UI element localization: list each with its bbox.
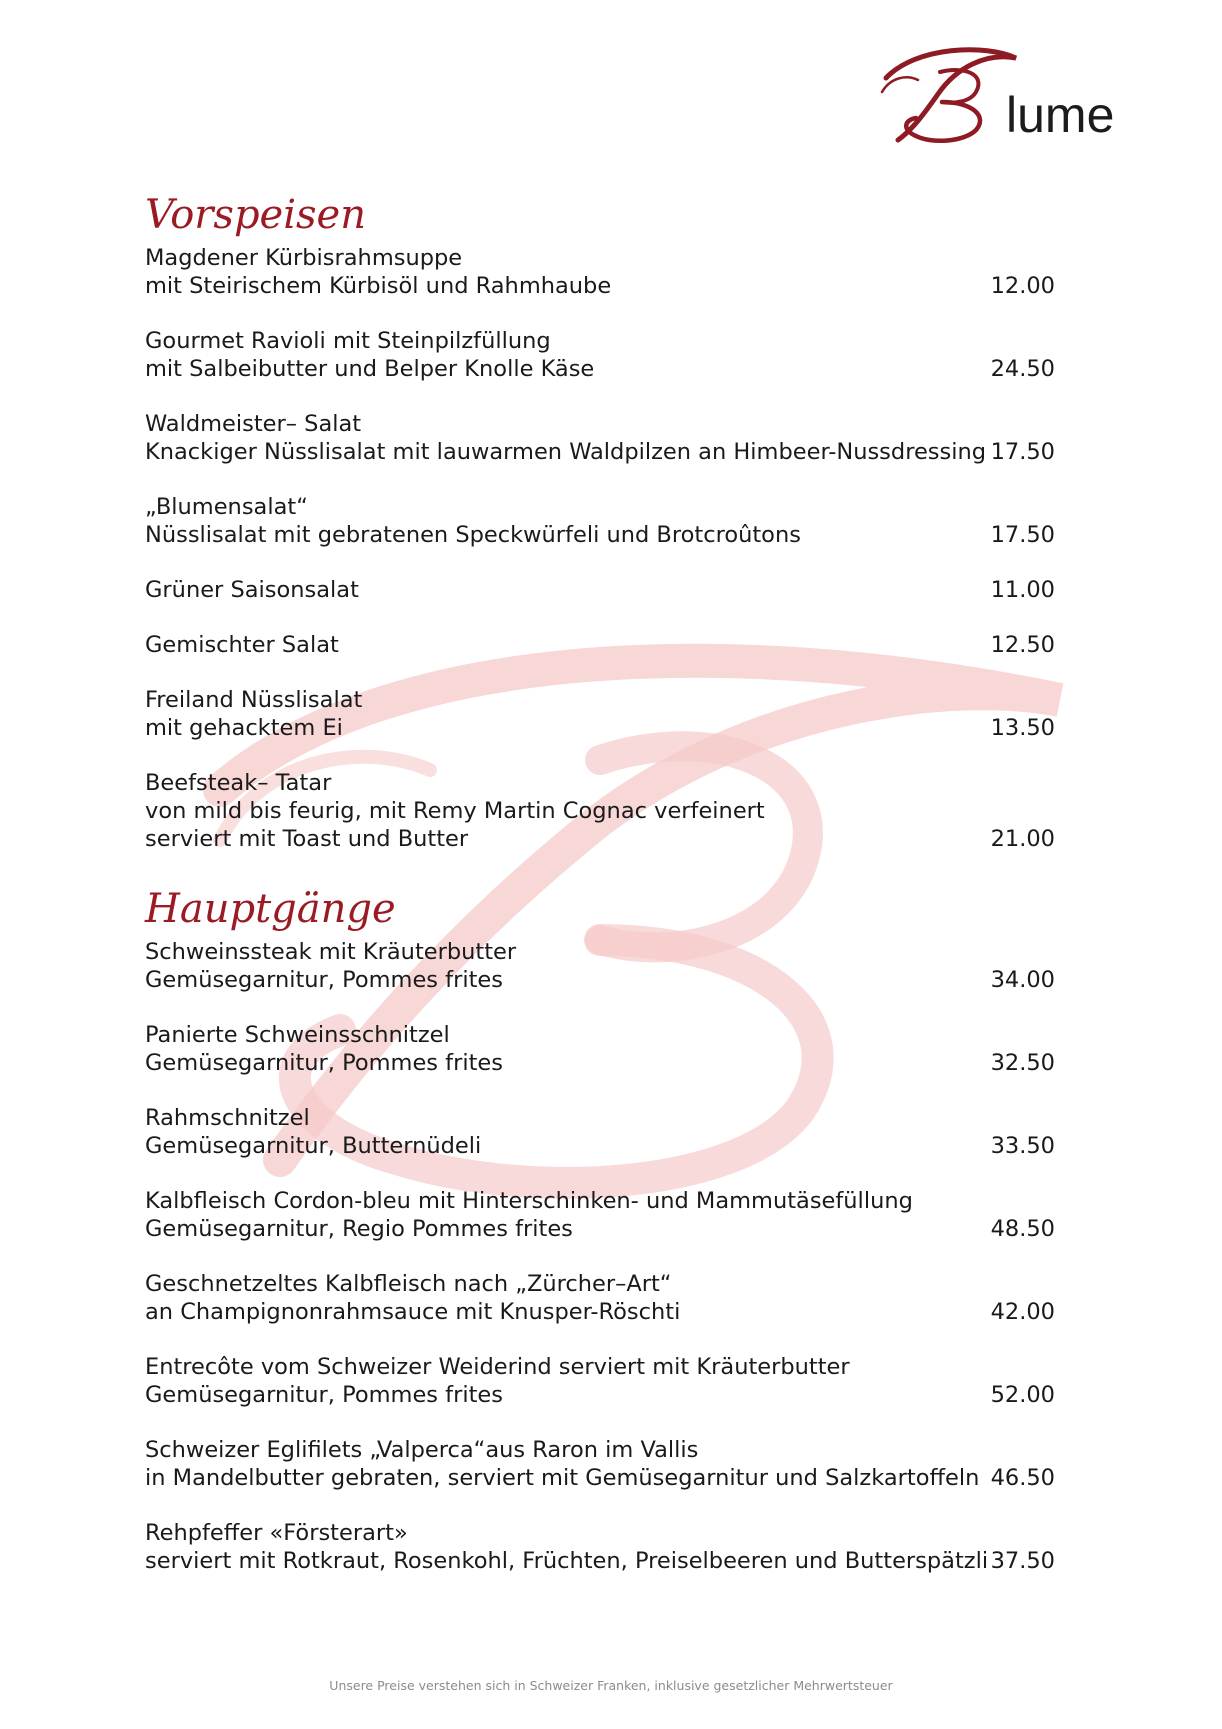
item-price: 34.00 [990,967,1055,993]
item-description: Gemüsegarnitur, Pommes frites [145,1382,503,1408]
item-name: Geschnetzeltes Kalbfleisch nach „Zürcher–Art“ [145,1271,672,1297]
item-name: Rehpfeffer «Försterart» [145,1520,408,1546]
item-description: Nüsslisalat mit gebratenen Speckwürfeli und Brotcroûtons [145,522,801,548]
item-name: Schweizer Eglifilets „Valperca“aus Raron im Vallis [145,1437,699,1463]
item-price: 37.50 [990,1548,1055,1574]
menu-item [145,1353,1055,1409]
item-name: Entrecôte vom Schweizer Weiderind serviert mit Kräuterbutter [145,1354,850,1380]
price-footnote: Unsere Preise verstehen sich in Schweizer Franken, inklusive gesetzlicher Mehrwertsteuer [329,1678,893,1693]
menu-item [145,686,1055,742]
menu-item [145,769,1055,853]
item-name: Freiland Nüsslisalat [145,687,363,713]
item-description: Knackiger Nüsslisalat mit lauwarmen Waldpilzen an Himbeer-Nussdressing [145,439,987,465]
menu-item [145,576,1055,604]
item-name: Rahmschnitzel [145,1105,310,1131]
item-description: an Champignonrahmsauce mit Knusper-Röschti [145,1299,681,1325]
item-price: 33.50 [990,1133,1055,1159]
item-price: 11.00 [990,577,1055,603]
menu-item [145,1104,1055,1160]
item-description: Gemüsegarnitur, Regio Pommes frites [145,1216,573,1242]
item-description: Gemüsegarnitur, Pommes frites [145,967,503,993]
item-name: Gemischter Salat [145,632,339,658]
item-description: mit Salbeibutter und Belper Knolle Käse [145,356,595,382]
item-description: Gemüsegarnitur, Pommes frites [145,1050,503,1076]
item-price: 17.50 [990,439,1055,465]
item-price: 21.00 [990,826,1055,852]
item-name: Magdener Kürbisrahmsuppe [145,245,463,271]
item-description: von mild bis feurig, mit Remy Martin Cognac verfeinert [145,798,765,824]
item-name: Kalbfleisch Cordon-bleu mit Hinterschinken- und Mammutäsefüllung [145,1188,913,1214]
item-price: 12.50 [990,632,1055,658]
item-price: 32.50 [990,1050,1055,1076]
item-description: in Mandelbutter gebraten, serviert mit Gemüsegarnitur und Salzkartoffeln [145,1465,980,1491]
menu-item [145,244,1055,300]
menu-item [145,938,1055,994]
menu-item [145,1187,1055,1243]
item-description: serviert mit Toast und Butter [145,826,469,852]
item-price: 17.50 [990,522,1055,548]
item-price: 42.00 [990,1299,1055,1325]
item-price: 12.00 [990,273,1055,299]
menu-content [145,186,1055,1602]
menu-item [145,1519,1055,1575]
item-description: Gemüsegarnitur, Butternüdeli [145,1133,482,1159]
section-title-hauptgaenge: Hauptgänge [145,886,396,932]
menu-item [145,493,1055,549]
item-name: Panierte Schweinsschnitzel [145,1022,450,1048]
item-description: mit gehacktem Ei [145,715,343,741]
menu-item [145,327,1055,383]
logo-b-monogram [876,38,1026,148]
logo-text: lume [1006,87,1115,143]
brand-logo [876,38,1136,148]
item-name: „Blumensalat“ [145,494,308,520]
item-name: Schweinssteak mit Kräuterbutter [145,939,517,965]
section-title-vorspeisen: Vorspeisen [145,192,366,238]
item-description: mit Steirischem Kürbisöl und Rahmhaube [145,273,612,299]
menu-item [145,1270,1055,1326]
item-price: 48.50 [990,1216,1055,1242]
menu-item [145,1436,1055,1492]
menu-item [145,1021,1055,1077]
item-name: Beefsteak– Tatar [145,770,332,796]
item-price: 24.50 [990,356,1055,382]
item-price: 46.50 [990,1465,1055,1491]
menu-item [145,631,1055,659]
item-name: Gourmet Ravioli mit Steinpilzfüllung [145,328,551,354]
item-price: 52.00 [990,1382,1055,1408]
menu-item [145,410,1055,466]
item-name: Grüner Saisonsalat [145,577,359,603]
item-price: 13.50 [990,715,1055,741]
item-name: Waldmeister– Salat [145,411,362,437]
item-description: serviert mit Rotkraut, Rosenkohl, Früchten, Preiselbeeren und Butterspätzli [145,1548,989,1574]
